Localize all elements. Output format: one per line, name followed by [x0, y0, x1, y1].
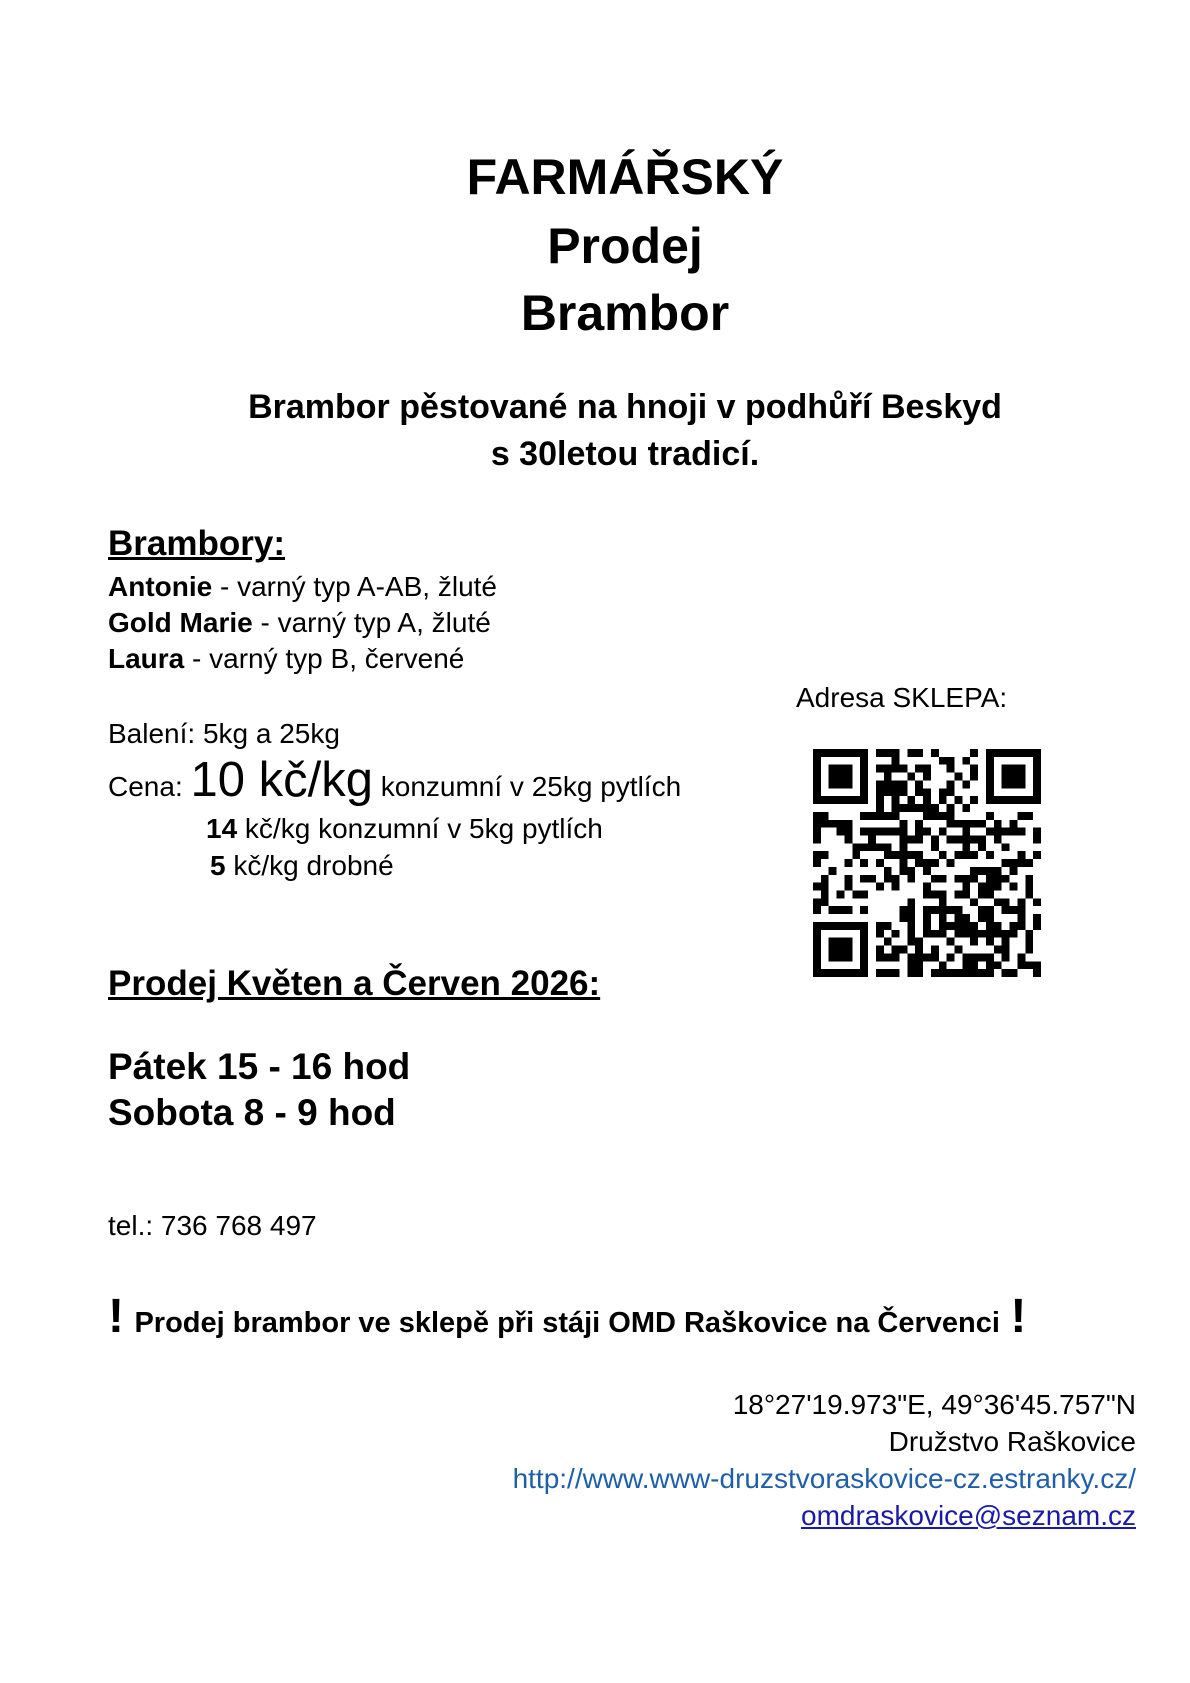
title-line-1: FARMÁŘSKÝ: [466, 149, 784, 205]
qr-code-icon: [813, 747, 1041, 979]
variety-name: Gold Marie: [108, 607, 253, 638]
price-main-value: 10 kč/kg: [190, 753, 373, 807]
price-line-3-desc: kč/kg drobné: [225, 850, 394, 881]
website-link[interactable]: http://www.www-druzstvoraskovice-cz.estranky.cz/: [512, 1463, 1136, 1494]
variety-desc: - varný typ A-AB, žluté: [212, 571, 497, 602]
price-line-2-desc: kč/kg konzumní v 5kg pytlích: [237, 813, 603, 844]
exclamation-mark: !: [108, 1290, 124, 1343]
price-main: [108, 753, 682, 807]
variety-item: [108, 609, 491, 637]
address-label: Adresa SKLEPA:: [796, 682, 1008, 713]
sale-heading: Prodej Květen a Červen 2026:: [108, 964, 601, 1003]
exclamation-mark: !: [1010, 1290, 1027, 1343]
title-line-3: Brambor: [520, 285, 730, 341]
organization-name: Družstvo Raškovice: [888, 1426, 1136, 1457]
title-line-2: Prodej: [547, 218, 703, 274]
sale-hours-friday: Pátek 15 - 16 hod: [108, 1046, 411, 1087]
varieties-heading: Brambory:: [108, 524, 285, 563]
subtitle-line-1: Brambor pěstované na hnoji v podhůří Beskyd: [248, 388, 1002, 426]
price-line-2-value: 14: [206, 813, 238, 844]
notice-text: Prodej brambor ve sklepě při stáji OMD Raškovice na Červenci: [134, 1307, 1000, 1339]
variety-name: Antonie: [108, 571, 213, 602]
sale-hours-saturday: Sobota 8 - 9 hod: [108, 1092, 396, 1133]
variety-item: [108, 573, 497, 601]
price-line-3-value: 5: [210, 850, 226, 881]
gps-coordinates: 18°27'19.973"E, 49°36'45.757"N: [732, 1389, 1136, 1420]
price-label: Cena:: [108, 771, 191, 802]
email-link[interactable]: omdraskovice@seznam.cz: [801, 1500, 1136, 1531]
variety-item: [108, 645, 464, 673]
price-line-3: [210, 852, 394, 880]
price-main-desc: konzumní v 25kg pytlích: [372, 771, 682, 802]
variety-desc: - varný typ A, žluté: [252, 607, 491, 638]
notice: [108, 1290, 1027, 1343]
variety-desc: - varný typ B, červené: [184, 643, 465, 674]
packaging: Balení: 5kg a 25kg: [108, 718, 340, 749]
variety-name: Laura: [108, 643, 185, 674]
price-line-2: [206, 815, 603, 843]
phone-number: tel.: 736 768 497: [108, 1210, 317, 1241]
subtitle-line-2: s 30letou tradicí.: [490, 435, 760, 473]
